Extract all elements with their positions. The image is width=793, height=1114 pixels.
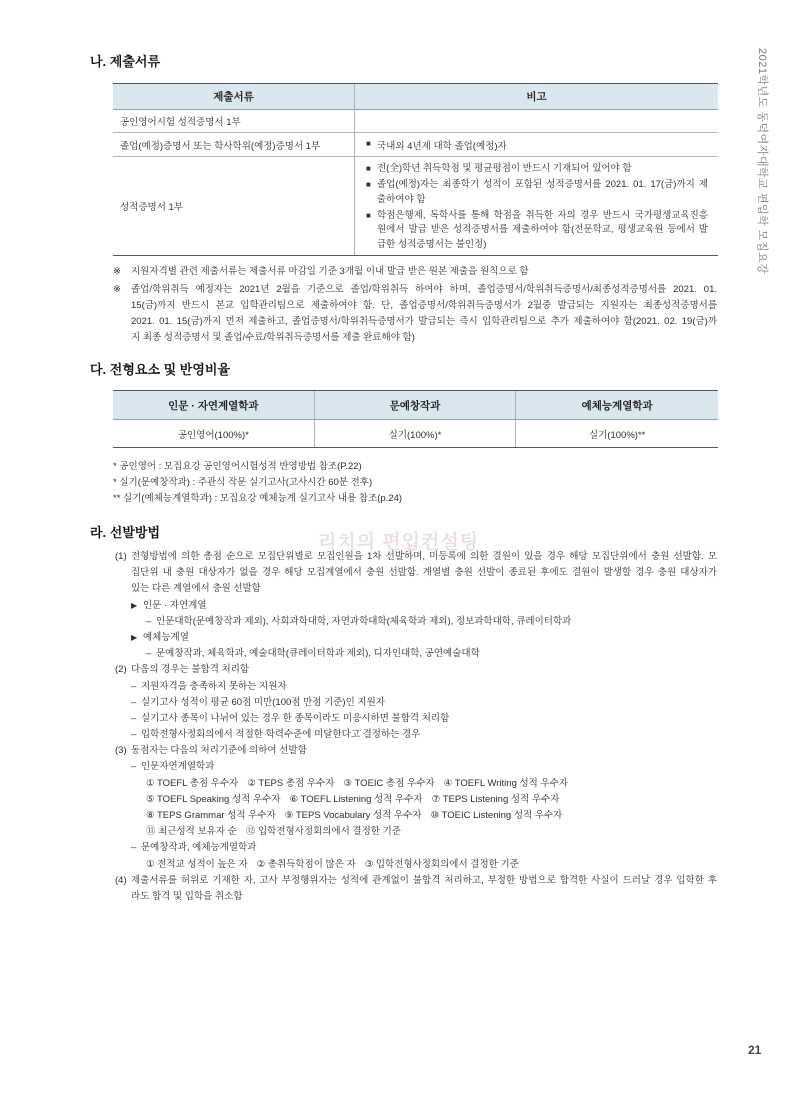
list-item-text: 라도 합격 및 입학을 취소함 <box>131 890 243 902</box>
group-label: ▶ 예체능계열 <box>115 630 717 646</box>
footnote: * 공인영어 : 모집요강 공인영어시험성적 반영방법 참조(P.22) <box>113 461 362 472</box>
page-number: 21 <box>748 1043 762 1057</box>
evaluation-footnotes <box>113 459 717 507</box>
sub-item: – 실기고사 종목이 나뉘어 있는 경우 한 종목이라도 미응시하면 불합격 처리함 <box>115 711 717 727</box>
remarks-cell <box>355 133 718 156</box>
running-title: 2021학년도 동덕여자대학교 편입학 모집요강 <box>756 48 768 275</box>
dash-mark: – <box>131 842 137 854</box>
remarks-cell <box>355 110 718 132</box>
note-text: 졸업/학위취득 예정자는 2021년 2월을 기준으로 졸업/학위취득 하여야 하며, 졸업증명서/학위취득증명서/최종성적증명서를 2021. 01. <box>131 284 717 295</box>
bullet-icon: ■ <box>366 210 371 220</box>
criteria-row: ① TOEFL 총점 우수자 ② TEPS 총점 우수자 ③ TOEIC 총점 우수자 ④ TOEFL Writing 성적 우수자 <box>146 777 569 789</box>
group-label: ▶ 인문 · 자연계열 <box>115 598 717 614</box>
table-row <box>113 110 718 133</box>
table-row <box>113 133 718 157</box>
evaluation-cell: 공인영어(100%)* <box>113 420 315 447</box>
document-cell: 공인영어시험 성적증명서 1부 <box>113 110 355 132</box>
table-header-row <box>113 83 718 110</box>
evaluation-cell: 실기(100%)* <box>315 420 517 447</box>
column-header-remarks: 비고 <box>526 91 547 103</box>
note-text: 지 최종 성적증명서 및 졸업/수료/학위취득증명서를 제출 완료해야 함) <box>131 332 415 343</box>
item-number: (4) <box>115 874 127 886</box>
note-mark: ※ <box>113 266 121 277</box>
remark-item <box>366 178 708 207</box>
list-item: (4) 제출서류를 허위로 기재한 자, 고사 부정행위자는 성적에 관계없이 불합격 처리하고, 부정한 방법으로 합격한 사실이 드러날 경우 입학한 후 <box>115 873 717 889</box>
table-row <box>113 157 718 256</box>
documents-table <box>113 83 718 256</box>
remark-text: 졸업(예정)자는 최종학기 성적이 포함된 성적증명서를 2021. 01. 17(금)까지 제 <box>377 179 708 190</box>
note-text: 2021. 01. 15(금)까지 먼저 제출하고, 졸업증명서/학위취득증명서가 발급되는 즉시 입학관리팀으로 추가 제출하여야 함(2021. 02. 19(금)까 <box>131 316 717 327</box>
note-text: 15(금)까지 반드시 본교 입학관리팀으로 제출하여야 함. 단, 졸업증명서/학위취득증명서가 2월중 발급되는 지원자는 최종성적증명서를 <box>131 300 717 311</box>
criteria-row: ⑤ TOEFL Speaking 성적 우수자 ⑥ TOEFL Listening 성적 우수자 ⑦ TEPS Listening 성적 우수자 <box>146 793 560 805</box>
remark-item <box>366 209 708 253</box>
list-item-text: 집단위 내 충원 대상자가 없을 경우 해당 모집계열에서 충원 선발함. 계열별 충원 선발이 종료된 후에도 결원이 발생할 경우 충원 대상자가 <box>131 567 717 579</box>
group-detail: – 문예창작과, 체육학과, 예술대학(큐레이터학과 제외), 디자인대학, 공연예술대학 <box>115 646 717 662</box>
list-item: (2) 다음의 경우는 불합격 처리함 <box>115 662 717 678</box>
group-label: – 문예창작과, 예체능계열학과 <box>115 840 717 856</box>
criteria-row: ① 전적교 성적이 높은 자 ② 총취득학점이 많은 자 ③ 입학전형사정회의에서 결정한 기준 <box>146 858 519 870</box>
dash-mark: – <box>131 729 137 741</box>
criteria-row: ⑪ 최근성적 보유자 순 ⑫ 입학전형사정회의에서 결정한 기준 <box>146 826 401 838</box>
remark-text: 출하여야 함 <box>377 193 426 205</box>
item-number: (3) <box>115 745 127 757</box>
list-item: (3) 동점자는 다음의 처리기준에 의하여 선발함 <box>115 743 717 759</box>
footnote: ** 실기(예체능계열학과) : 모집요강 예체능계 실기고사 내용 참조(p.24) <box>113 493 403 504</box>
table-row <box>113 420 718 448</box>
section-heading-documents: 나. 제출서류 <box>90 54 161 69</box>
evaluation-cell: 실기(100%)** <box>588 429 646 441</box>
dash-mark: – <box>131 761 137 773</box>
document-cell: 졸업(예정)증명서 또는 학사학위(예정)증명서 1부 <box>113 133 355 156</box>
bullet-icon: ■ <box>366 164 371 173</box>
group-label: – 인문자연계열학과 <box>115 759 717 775</box>
watermark: 리치의 편입컨설팅 <box>318 532 480 553</box>
dash-mark: – <box>131 712 137 724</box>
column-header-documents: 제출서류 <box>113 84 355 109</box>
section-heading-evaluation: 다. 전형요소 및 반영비율 <box>90 362 231 377</box>
note-text: 지원자격별 관련 제출서류는 제출서류 마감일 기준 3개월 이내 발급 받은 원본 제출을 원칙으로 함 <box>131 266 529 277</box>
remark-item <box>366 162 708 177</box>
list-item-text: 있는 다른 계열에서 충원 선발함 <box>131 583 261 595</box>
sub-item: – 지원자격을 충족하지 못하는 지원자 <box>115 679 717 695</box>
remark-text: 전(全)학년 취득학점 및 평균평점이 반드시 기재되어 있어야 함 <box>377 163 632 174</box>
list-item: (1) 전형방법에 의한 총점 순으로 모집단위별로 모집인원을 1차 선발하며, 미등록에 의한 결원이 있을 경우 해당 모집단위에서 충원 선발함. 모 <box>115 549 717 565</box>
remark-text: 급한 성적증명서는 불인정) <box>377 238 487 250</box>
section-heading-selection: 라. 선발방법 <box>90 525 161 540</box>
column-header-humanities: 인문 · 자연계열학과 <box>113 391 315 419</box>
dash-mark: – <box>146 648 152 660</box>
remark-text: 학점은행제, 독학사를 통해 학점을 취득한 자의 경우 반드시 국가평생교육진흥 <box>377 209 708 221</box>
bullet-icon: ■ <box>366 180 371 189</box>
criteria-row: ⑧ TEPS Grammar 성적 우수자 ⑨ TEPS Vocabulary 성적 우수자 ⑩ TOEIC Listening 성적 우수자 <box>146 810 563 821</box>
remark-text: 국내외 4년제 대학 졸업(예정)자 <box>377 140 507 152</box>
note-mark: ※ <box>113 284 121 295</box>
evaluation-table <box>113 390 718 448</box>
item-number: (1) <box>115 551 127 562</box>
sub-item: – 실기고사 성적이 평균 60점 미만(100점 만점 기준)인 지원자 <box>115 695 717 711</box>
document-cell: 성적증명서 1부 <box>113 157 355 255</box>
dash-mark: – <box>146 615 152 627</box>
item-number: (2) <box>115 664 127 676</box>
table-header-row <box>113 390 718 420</box>
selection-method-list <box>115 549 717 905</box>
remarks-cell <box>355 157 718 255</box>
arrow-icon: ▶ <box>131 600 138 610</box>
column-header-arts-sports: 예체능계열학과 <box>581 399 653 412</box>
column-header-creative-writing: 문예창작과 <box>315 391 517 419</box>
footnote: * 실기(문예창작과) : 주관식 작문 실기고사(고사시간 60분 전후) <box>113 477 373 488</box>
note-item <box>113 282 717 346</box>
bullet-icon: ■ <box>366 139 371 149</box>
dash-mark: – <box>131 680 137 692</box>
note-item <box>113 264 717 280</box>
group-detail: – 인문대학(문예창작과 제외), 사회과학대학, 자연과학대학(체육학과 제외), 정보과학대학, 큐레이터학과 <box>115 614 717 630</box>
dash-mark: – <box>131 696 137 708</box>
arrow-icon: ▶ <box>131 632 138 642</box>
submission-notes <box>113 264 717 346</box>
sub-item: – 입학전형사정회의에서 적절한 학력수준에 미달한다고 결정하는 경우 <box>115 727 717 743</box>
remark-text: 원에서 발급 받은 성적증명서를 제출하여야 함(전문학교, 평생교육원 등에서 발 <box>377 224 708 235</box>
